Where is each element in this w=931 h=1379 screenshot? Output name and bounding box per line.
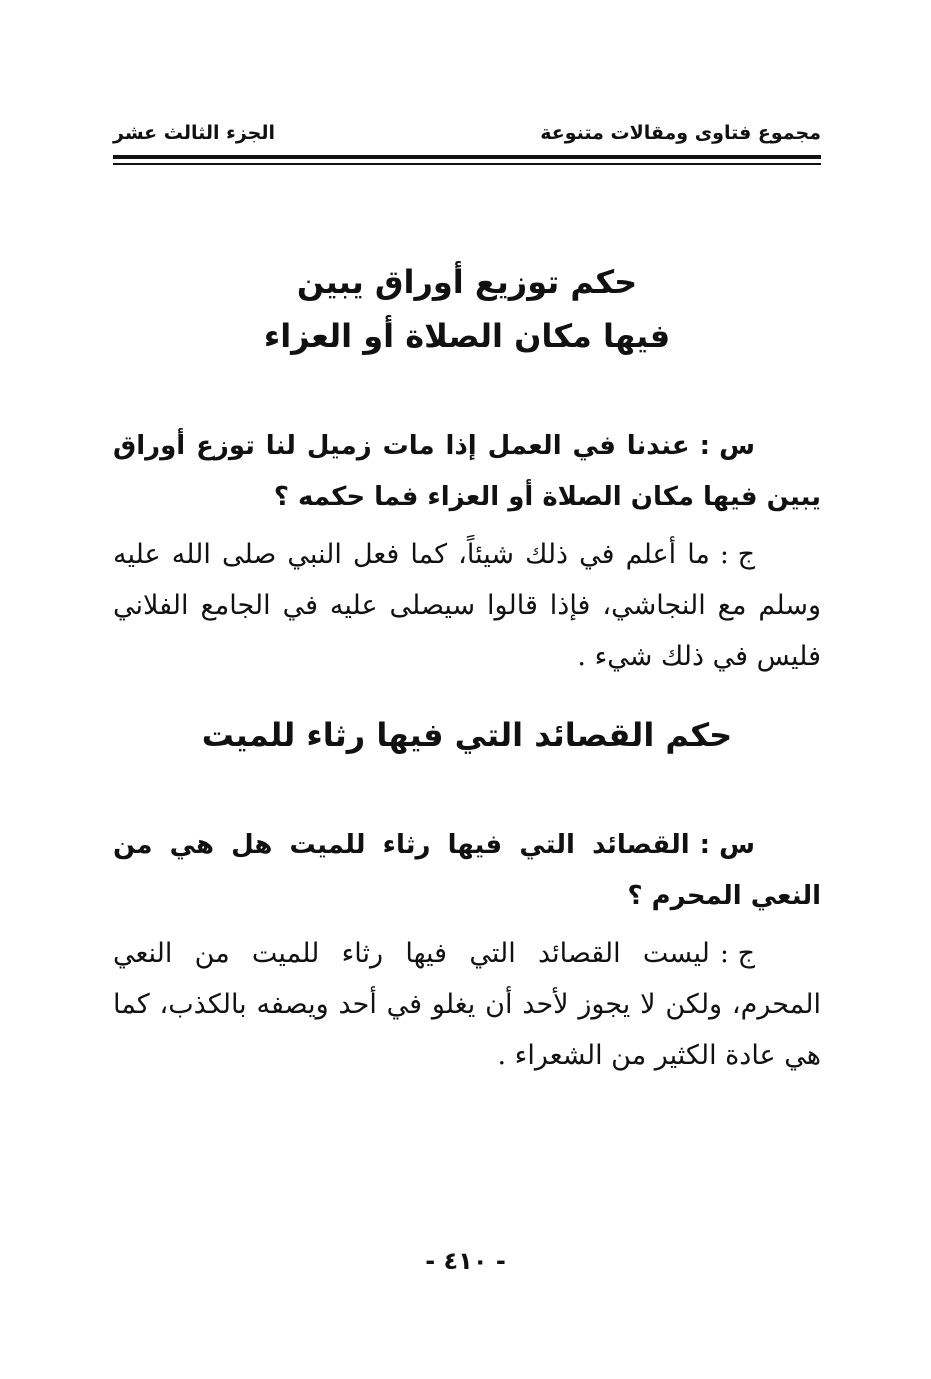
book-title: مجموع فتاوى ومقالات متنوعة [540, 122, 821, 144]
answer-marker: ج : [719, 938, 755, 969]
question-paragraph [113, 421, 821, 523]
page-body [113, 255, 821, 1087]
question-text: عندنا في العمل إذا مات زميل لنا توزع أوراق يبين فيها مكان الصلاة أو العزاء فما حكمه ؟ [113, 431, 821, 512]
volume-label: الجزء الثالث عشر [113, 122, 276, 144]
section-title-line: فيها مكان الصلاة أو العزاء [263, 317, 671, 355]
section-title-line: حكم توزيع أوراق يبين [296, 263, 638, 301]
header-rule-thin [113, 163, 821, 165]
running-header [113, 122, 821, 152]
question-marker: س : [699, 431, 755, 461]
question-text: القصائد التي فيها رثاء للميت هل هي من النعي المحرم ؟ [113, 830, 821, 911]
answer-text: ليست القصائد التي فيها رثاء للميت من النعي المحرم، ولكن لا يجوز لأحد أن يغلو في أحد ويصفه بالكذب، كما هي عادة الكثير من الشعراء . [113, 938, 821, 1071]
page-number: - ٤١٠ - [425, 1247, 506, 1275]
question-marker: س : [699, 830, 755, 860]
section-title [113, 255, 821, 363]
answer-marker: ج : [719, 539, 755, 570]
answer-text: ما أعلم في ذلك شيئاً، كما فعل النبي صلى الله عليه وسلم مع النجاشي، فإذا قالوا سيصلى عليه في الجامع الفلاني فليس في ذلك شيء . [113, 539, 821, 672]
question-paragraph [113, 820, 821, 922]
header-rule-thick [113, 155, 821, 159]
answer-paragraph [113, 928, 821, 1081]
section-title: حكم القصائد التي فيها رثاء للميت [201, 716, 733, 754]
answer-paragraph [113, 529, 821, 682]
